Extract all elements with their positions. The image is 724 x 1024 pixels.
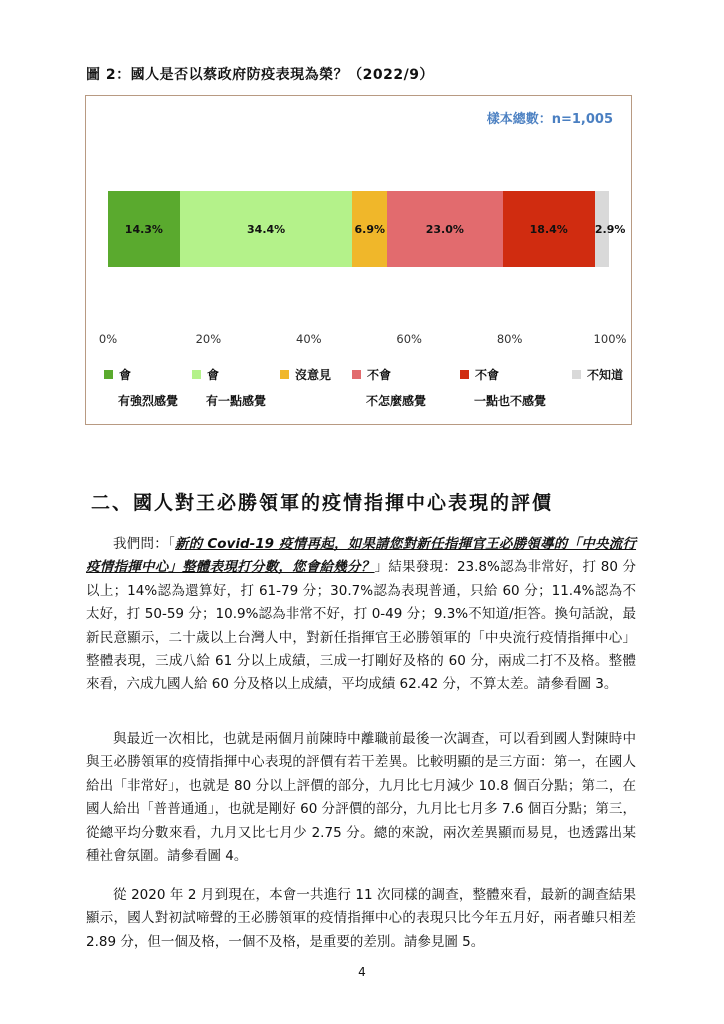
p1-question: 新的 Covid-19 疫情再起，如果請您對新任指揮官王必勝領導的「中央流行疫情指揮中心」整體表現打分數，您會給幾分？: [86, 536, 637, 576]
legend-sublabel: 有強烈感覺: [118, 394, 179, 408]
bar-value-label: 18.4%: [529, 222, 568, 236]
legend-swatch: [352, 370, 361, 379]
x-tick-label: 20%: [195, 332, 222, 346]
stacked-bar: [108, 191, 626, 267]
legend-item-3: [280, 366, 331, 383]
legend-item-2: [192, 366, 219, 383]
legend-sublabel: 不怎麼感覺: [366, 394, 427, 408]
legend-swatch: [192, 370, 201, 379]
bar-segment-5: [503, 191, 595, 267]
bar-segment-3: [352, 191, 387, 267]
legend-label: 會: [119, 368, 132, 382]
legend-swatch: [460, 370, 469, 379]
bar-value-label: 14.3%: [124, 222, 163, 236]
legend: [86, 366, 631, 416]
legend-swatch: [572, 370, 581, 379]
paragraph-1: [86, 533, 636, 697]
legend-label: 沒意見: [295, 368, 332, 382]
chart-container: [85, 95, 632, 425]
legend-swatch: [104, 370, 113, 379]
legend-sublabel: 一點也不感覺: [474, 394, 547, 408]
bar-segment-2: [180, 191, 353, 267]
legend-label: 不會: [367, 368, 392, 382]
legend-sublabel: 有一點感覺: [206, 394, 267, 408]
legend-item-4: [352, 366, 391, 383]
bar-value-label: 34.4%: [247, 222, 286, 236]
legend-label: 會: [207, 368, 220, 382]
paragraph-2: 與最近一次相比，也就是兩個月前陳時中離職前最後一次調查，可以看到國人對陳時中與王必勝領軍的疫情指揮中心表現的評價有若干差異。比較明顯的是三方面：第一，在國人給出「非常好」，也就是 80 分以上評價的部分，九月比七月減少 10.8 個百分點；第二，在國人給出「普普通通」，也就是剛好 60 分評價的部分，九月比七月多 7.6 個百分點；第三，從總平均分數來看，九月又比七月少 2.75 分。總的來說，兩次差異顯而易見，也透露出某種社會氛圍。請參看圖 4。: [86, 731, 636, 865]
bar-value-label: 2.9%: [594, 222, 626, 236]
x-tick-label: 60%: [396, 332, 422, 346]
legend-item-1: [104, 366, 131, 383]
legend-label: 不知道: [587, 368, 624, 382]
section-title: 二、國人對王必勝領軍的疫情指揮中心表現的評價: [91, 492, 554, 514]
bar-value-label: 23.0%: [425, 222, 464, 236]
sample-size-note: 樣本總數：n=1,005: [486, 112, 613, 127]
legend-swatch: [280, 370, 289, 379]
legend-item-6: [572, 366, 623, 383]
bar-segment-6: [594, 191, 626, 267]
figure-caption: 圖 2：國人是否以蔡政府防疫表現為榮？（2022/9）: [86, 67, 434, 83]
x-tick-label: 40%: [296, 332, 322, 346]
x-tick-label: 80%: [496, 332, 523, 346]
p1-body: 」結果發現：23.8%認為非常好，打 80 分以上；14%認為還算好，打 61-79 分；30.7%認為表現普通，只給 60 分；11.4%認為不太好，打 50-59 分；10.9%認為非常不好，打 0-49 分；9.3%不知道/拒答。換句話說，最新民意顯示，二十歲以上台灣人中，對新任指揮官王必勝領軍的「中央流行疫情指揮中心」整體表現，三成八給 61 分以上成績，三成一打剛好及格的 60 分，兩成二打不及格。整體來看，六成九國人給 60 分及格以上成績，平均成績 62.42 分，不算太差。請參看圖 3。: [86, 559, 637, 693]
bar-segment-1: [108, 191, 180, 267]
page-number: 4: [358, 965, 366, 979]
bar-segment-4: [387, 191, 502, 267]
legend-item-5: [460, 366, 499, 383]
p1-prefix: 我們問：「: [113, 536, 175, 552]
paragraph-3: 從 2020 年 2 月到現在，本會一共進行 11 次同樣的調查，整體來看，最新的調查結果顯示，國人對初試啼聲的王必勝領軍的疫情指揮中心的表現只比今年五月好，兩者雖只相差 2.89 分，但一個及格，一個不及格，是重要的差別。請參見圖 5。: [86, 887, 636, 950]
legend-label: 不會: [475, 368, 500, 382]
bar-value-label: 6.9%: [354, 222, 386, 236]
x-tick-label: 0%: [98, 332, 118, 346]
x-tick-label: 100%: [593, 332, 627, 346]
